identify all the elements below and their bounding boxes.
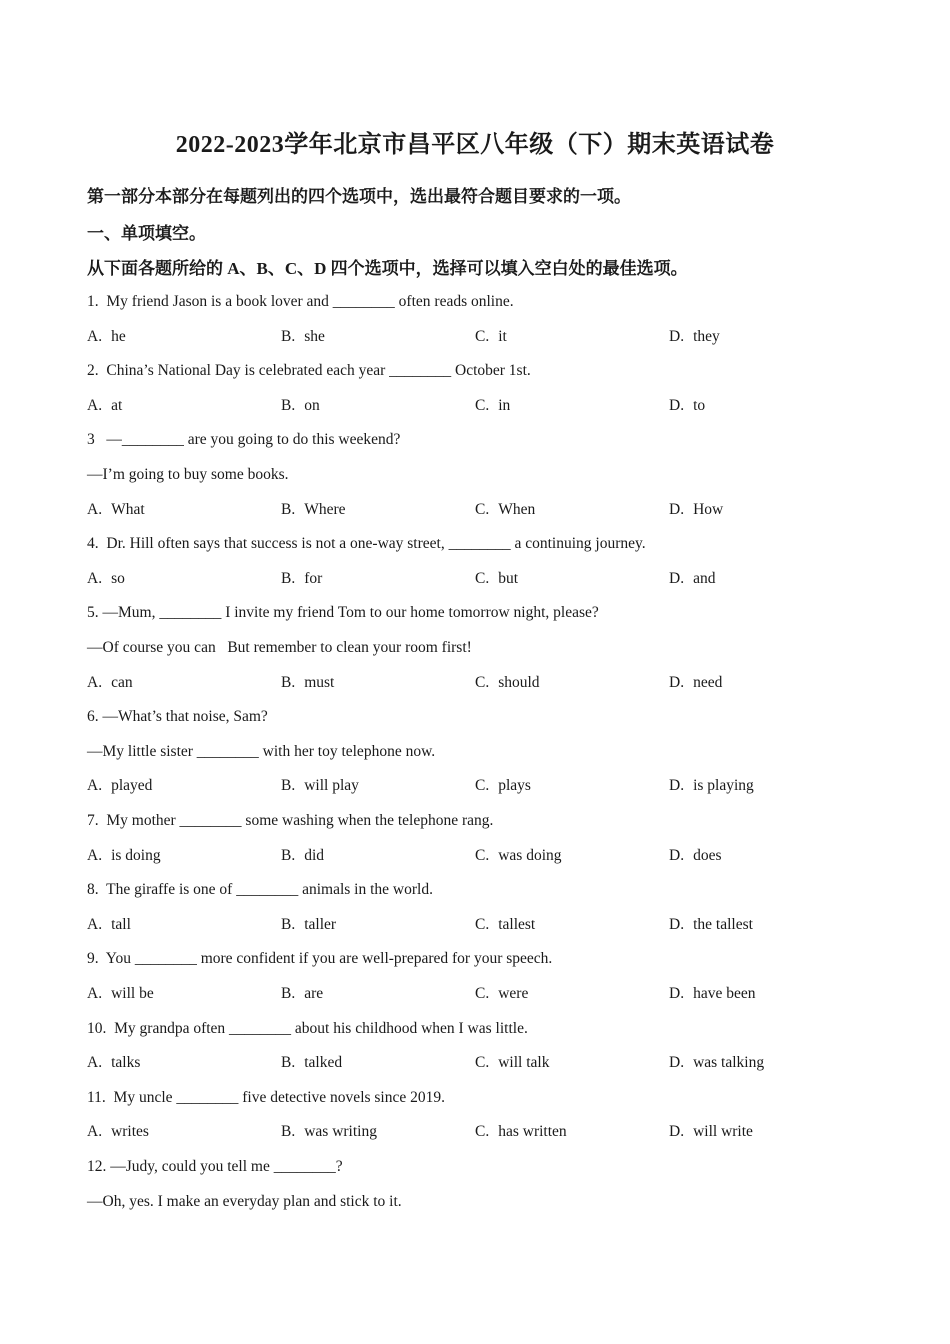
option-text: they: [693, 327, 720, 345]
option-text: are: [304, 985, 324, 1002]
answer-option[interactable]: [281, 985, 323, 1003]
option-letter: B.: [281, 985, 296, 1002]
question-stem: 2. China’s National Day is celebrated each year ________ October 1st.: [87, 362, 531, 380]
answer-option[interactable]: [281, 847, 324, 865]
option-letter: C.: [475, 396, 490, 414]
option-letter: B.: [281, 1123, 296, 1141]
instruction-text: 从下面各题所给的 A、B、C、D 四个选项中，选择可以填入空白处的最佳选项。: [87, 259, 688, 278]
answer-option[interactable]: [87, 916, 131, 934]
option-letter: A.: [87, 846, 103, 864]
option-letter: D.: [669, 396, 685, 414]
question-stem: 9. You ________ more confident if you are well-prepared for your speech.: [87, 950, 553, 968]
option-text: has written: [498, 1123, 567, 1141]
answer-option[interactable]: [281, 1054, 342, 1072]
answer-option[interactable]: [87, 847, 161, 865]
answer-option[interactable]: [669, 985, 755, 1003]
answer-option[interactable]: [475, 916, 535, 934]
answer-option[interactable]: [87, 674, 133, 692]
answer-option[interactable]: [669, 674, 722, 692]
option-text: talked: [304, 1054, 343, 1072]
answer-option[interactable]: [281, 674, 334, 692]
option-letter: B.: [281, 327, 296, 345]
option-text: in: [498, 396, 511, 414]
option-text: tallest: [498, 915, 536, 933]
answer-option[interactable]: [669, 777, 754, 795]
option-letter: A.: [87, 396, 103, 414]
option-letter: D.: [669, 673, 685, 691]
answer-option[interactable]: [281, 328, 325, 346]
option-letter: A.: [87, 985, 103, 1002]
option-letter: A.: [87, 915, 103, 933]
answer-option[interactable]: [669, 1054, 764, 1072]
answer-option[interactable]: [475, 397, 510, 415]
option-letter: C.: [475, 673, 490, 691]
option-letter: D.: [669, 500, 685, 518]
option-letter: D.: [669, 1123, 685, 1141]
answer-option[interactable]: [669, 397, 705, 415]
option-text: and: [693, 569, 716, 587]
answer-option[interactable]: [87, 985, 154, 1003]
option-text: is playing: [693, 777, 754, 795]
section-heading: 一、单项填空。: [87, 224, 206, 243]
option-text: need: [693, 673, 723, 691]
answer-option[interactable]: [475, 985, 528, 1003]
question-dialogue-line: —Of course you can But remember to clean your room first!: [87, 639, 472, 656]
option-letter: B.: [281, 569, 296, 587]
option-text: was doing: [498, 846, 562, 864]
option-letter: B.: [281, 500, 296, 518]
option-letter: A.: [87, 777, 103, 795]
answer-option[interactable]: [475, 777, 531, 795]
answer-option[interactable]: [669, 1123, 753, 1141]
option-text: on: [304, 396, 320, 414]
option-text: talks: [111, 1054, 141, 1072]
answer-option[interactable]: [475, 1123, 567, 1141]
answer-option[interactable]: [87, 570, 125, 588]
option-text: will be: [111, 985, 154, 1002]
option-text: is doing: [111, 846, 161, 864]
answer-option[interactable]: [87, 397, 122, 415]
answer-option[interactable]: [475, 501, 535, 519]
option-text: to: [693, 396, 706, 414]
question-dialogue-line: —I’m going to buy some books.: [87, 466, 289, 483]
option-letter: B.: [281, 1054, 296, 1072]
option-letter: A.: [87, 673, 103, 691]
option-text: for: [304, 569, 323, 587]
answer-option[interactable]: [669, 501, 723, 519]
question-dialogue-line: —Oh, yes. I make an everyday plan and stick to it.: [87, 1192, 402, 1210]
answer-option[interactable]: [475, 328, 507, 346]
option-letter: D.: [669, 777, 685, 795]
question-stem: 10. My grandpa often ________ about his childhood when I was little.: [87, 1019, 528, 1037]
option-letter: C.: [475, 846, 490, 864]
option-text: can: [111, 673, 133, 691]
answer-option[interactable]: [669, 328, 720, 346]
question-stem: 12. —Judy, could you tell me ________?: [87, 1158, 343, 1175]
option-text: were: [498, 985, 529, 1002]
question-stem: 8. The giraffe is one of ________ animals in the world.: [87, 881, 433, 899]
option-letter: A.: [87, 327, 103, 345]
option-letter: D.: [669, 1054, 685, 1072]
option-text: What: [111, 500, 145, 518]
option-letter: D.: [669, 846, 685, 864]
option-letter: B.: [281, 673, 296, 691]
option-letter: A.: [87, 500, 103, 518]
question-stem: 5. —Mum, ________ I invite my friend Tom to our home tomorrow night, please?: [87, 604, 599, 622]
option-letter: A.: [87, 569, 103, 587]
answer-option[interactable]: [281, 501, 346, 519]
option-letter: D.: [669, 327, 685, 345]
option-letter: A.: [87, 1123, 103, 1141]
option-letter: B.: [281, 846, 296, 864]
answer-option[interactable]: [475, 570, 518, 588]
option-letter: C.: [475, 1054, 490, 1072]
option-letter: B.: [281, 396, 296, 414]
option-text: When: [498, 500, 536, 518]
option-text: must: [304, 673, 335, 691]
answer-option[interactable]: [87, 501, 145, 519]
option-letter: C.: [475, 915, 490, 933]
option-text: she: [304, 327, 325, 345]
question-stem: 3 —________ are you going to do this weekend?: [87, 431, 401, 449]
answer-option[interactable]: [87, 1123, 149, 1141]
option-letter: B.: [281, 915, 296, 933]
option-text: will play: [304, 777, 359, 795]
option-text: he: [111, 327, 126, 345]
option-text: plays: [498, 777, 531, 795]
option-text: the tallest: [693, 915, 753, 933]
option-letter: A.: [87, 1054, 103, 1072]
option-text: played: [111, 777, 153, 795]
option-letter: C.: [475, 569, 490, 587]
option-text: tall: [111, 915, 131, 933]
option-letter: C.: [475, 500, 490, 518]
option-text: Where: [304, 500, 346, 518]
option-text: will talk: [498, 1054, 550, 1072]
answer-option[interactable]: [87, 328, 126, 346]
option-letter: B.: [281, 777, 296, 795]
question-dialogue-line: —My little sister ________ with her toy telephone now.: [87, 742, 436, 760]
option-text: did: [304, 846, 325, 864]
option-text: taller: [304, 915, 337, 933]
option-text: does: [693, 846, 722, 864]
option-letter: D.: [669, 569, 685, 587]
option-text: it: [498, 327, 507, 345]
answer-option[interactable]: [475, 847, 562, 865]
option-letter: C.: [475, 1123, 490, 1141]
option-letter: D.: [669, 985, 685, 1002]
option-text: How: [693, 500, 724, 518]
answer-option[interactable]: [87, 1054, 140, 1072]
option-text: at: [111, 396, 123, 414]
option-text: but: [498, 569, 519, 587]
option-letter: C.: [475, 777, 490, 795]
question-stem: 4. Dr. Hill often says that success is not a one-way street, ________ a continuing journey.: [87, 535, 646, 553]
option-letter: D.: [669, 915, 685, 933]
answer-option[interactable]: [669, 847, 722, 865]
question-stem: 11. My uncle ________ five detective novels since 2019.: [87, 1088, 445, 1106]
answer-option[interactable]: [475, 1054, 549, 1072]
answer-option[interactable]: [281, 777, 359, 795]
page-title: 2022-2023学年北京市昌平区八年级（下）期末英语试卷: [175, 132, 775, 158]
answer-option[interactable]: [281, 916, 336, 934]
option-letter: C.: [475, 985, 490, 1002]
option-text: have been: [693, 985, 756, 1002]
question-stem: 7. My mother ________ some washing when the telephone rang.: [87, 812, 494, 829]
option-letter: C.: [475, 327, 490, 345]
answer-option[interactable]: [669, 916, 753, 934]
answer-option[interactable]: [281, 397, 320, 415]
answer-option[interactable]: [475, 674, 540, 692]
option-text: so: [111, 569, 125, 587]
question-stem: 1. My friend Jason is a book lover and ________ often reads online.: [87, 293, 514, 310]
question-stem: 6. —What’s that noise, Sam?: [87, 708, 268, 726]
answer-option[interactable]: [281, 1123, 377, 1141]
option-text: should: [498, 673, 540, 691]
answer-option[interactable]: [87, 777, 152, 795]
option-text: will write: [693, 1123, 753, 1141]
answer-option[interactable]: [669, 570, 715, 588]
answer-option[interactable]: [281, 570, 322, 588]
option-text: was talking: [693, 1054, 765, 1072]
option-text: was writing: [304, 1123, 377, 1141]
part-heading: 第一部分本部分在每题列出的四个选项中，选出最符合题目要求的一项。: [87, 187, 631, 206]
option-text: writes: [111, 1123, 149, 1141]
